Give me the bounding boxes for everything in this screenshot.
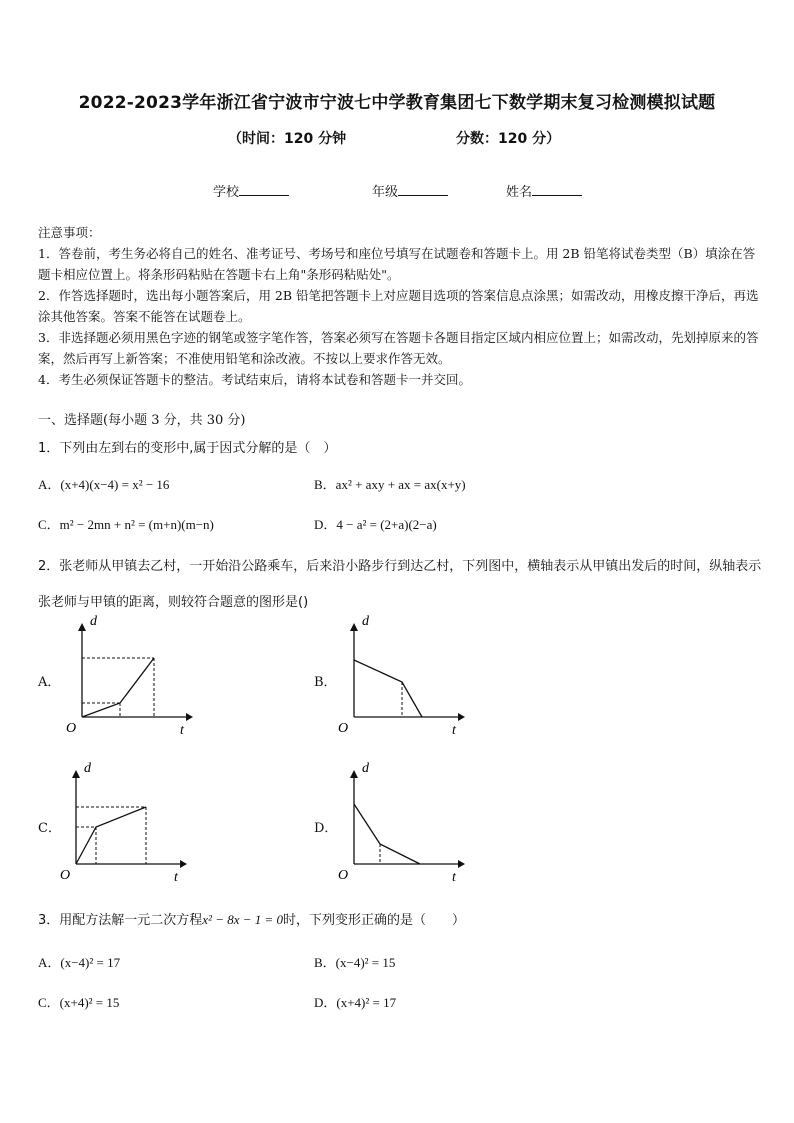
distance-line [76, 807, 146, 864]
x-axis-label: t [452, 870, 456, 885]
name-blank[interactable] [532, 183, 582, 196]
q1-option-d[interactable]: D．4 − a² = (2+a)(2−a) [314, 517, 437, 532]
name-label: 姓名 [506, 185, 533, 200]
y-axis-arrow-icon [72, 770, 80, 778]
exam-score: 分数：120 分） [456, 131, 561, 147]
q2-option-c-label[interactable]: C． [38, 821, 61, 836]
distance-line [82, 658, 154, 717]
y-axis-arrow-icon [350, 623, 358, 631]
q2-graph-a[interactable] [58, 607, 198, 742]
note-item: 4．考生必须保证答题卡的整洁。考试结束后，请将本试卷和答题卡一并交回。 [38, 372, 471, 387]
q2-graph-c[interactable] [52, 752, 192, 887]
q3-stem-prefix: 3．用配方法解一元二次方程 [38, 913, 203, 928]
name-field [506, 181, 582, 200]
distance-line [354, 804, 420, 864]
x-axis-arrow-icon [180, 860, 187, 868]
y-axis-label: d [84, 761, 91, 776]
y-axis-arrow-icon [78, 623, 86, 631]
q1-stem: 1．下列由左到右的变形中,属于因式分解的是（ ） [38, 441, 337, 456]
note-item: 1．答卷前，考生务必将自己的姓名、准考证号、考场号和座位号填写在试题卷和答题卡上。用 2B 铅笔将试卷类型（B）填涂在答题卡相应位置上。将条形码粘贴在答题卡右上角"条形码粘贴处"。 [38, 246, 756, 282]
origin-label: O [66, 721, 77, 736]
notes-heading: 注意事项： [38, 225, 101, 240]
q1-option-b[interactable]: B．ax² + axy + ax = ax(x+y) [314, 477, 466, 492]
q1-option-c[interactable]: C．m² − 2mn + n² = (m+n)(m−n) [38, 517, 214, 532]
q3-option-b[interactable]: B．(x−4)² = 15 [314, 955, 396, 970]
origin-label: O [60, 868, 71, 883]
q2-option-a-label[interactable]: A． [38, 675, 61, 690]
grade-label: 年级 [372, 185, 399, 200]
school-field [213, 181, 289, 200]
origin-label: O [338, 721, 349, 736]
q3-option-c[interactable]: C．(x+4)² = 15 [38, 995, 120, 1010]
grade-blank[interactable] [398, 183, 448, 196]
q3-equation: x² − 8x − 1 = 0 [202, 912, 284, 927]
x-axis-arrow-icon [186, 713, 193, 721]
q3-stem-suffix: 时，下列变形正确的是（ ） [283, 913, 466, 928]
q2-graph-b[interactable] [330, 607, 470, 742]
exam-notes [38, 222, 760, 390]
x-axis-arrow-icon [458, 860, 465, 868]
x-axis-label: t [180, 723, 184, 738]
x-axis-label: t [174, 870, 178, 885]
q2-stem: 2．张老师从甲镇去乙村，一开始沿公路乘车，后来沿小路步行到达乙村，下列图中，横轴表示从甲镇出发后的时间，纵轴表示张老师与甲镇的距离，则较符合题意的图形是() [38, 559, 762, 610]
page-title: 2022-2023学年浙江省宁波市宁波七中学教育集团七下数学期末复习检测模拟试题 [78, 93, 716, 113]
origin-label: O [338, 868, 349, 883]
q2-option-b-label[interactable]: B． [314, 675, 337, 690]
q3-option-a[interactable]: A．(x−4)² = 17 [38, 955, 121, 970]
y-axis-label: d [90, 614, 97, 629]
x-axis-arrow-icon [458, 713, 465, 721]
distance-line [354, 660, 422, 717]
school-blank[interactable] [239, 183, 289, 196]
q3-stem [38, 909, 465, 928]
section-heading: 一、选择题(每小题 3 分，共 30 分) [38, 413, 246, 428]
grade-field [372, 181, 448, 200]
y-axis-label: d [362, 614, 369, 629]
q2-option-d-label[interactable]: D． [314, 821, 338, 836]
q3-option-d[interactable]: D．(x+4)² = 17 [314, 995, 397, 1010]
note-item: 2．作答选择题时，选出每小题答案后，用 2B 铅笔把答题卡上对应题目选项的答案信息点涂黑；如需改动，用橡皮擦干净后，再选涂其他答案。答案不能答在试题卷上。 [38, 288, 759, 324]
y-axis-arrow-icon [350, 770, 358, 778]
y-axis-label: d [362, 761, 369, 776]
x-axis-label: t [452, 723, 456, 738]
q2-graph-d[interactable] [330, 752, 470, 887]
note-item: 3．非选择题必须用黑色字迹的钢笔或签字笔作答，答案必须写在答题卡各题目指定区域内相应位置上；如需改动，先划掉原来的答案，然后再写上新答案；不准使用铅笔和涂改液。不按以上要求作答无效。 [38, 330, 759, 366]
q1-option-a[interactable]: A．(x+4)(x−4) = x² − 16 [38, 477, 170, 492]
exam-time: （时间：120 分钟 [228, 131, 347, 147]
school-label: 学校 [213, 185, 240, 200]
